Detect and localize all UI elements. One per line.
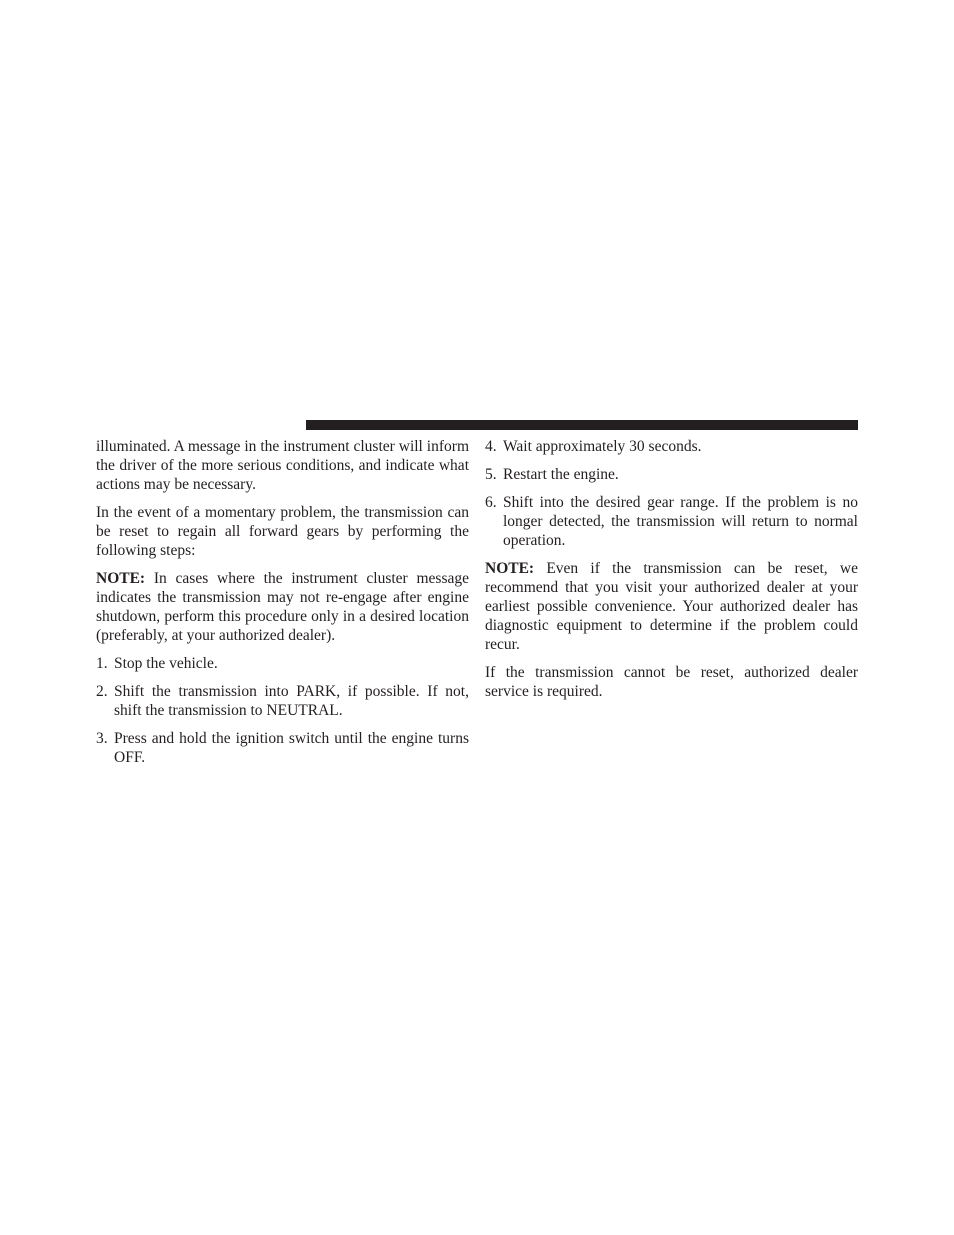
paragraph-service-required: If the transmission cannot be reset, authorized dealer service is required. [485, 664, 858, 700]
step-number: 4. [485, 438, 497, 455]
note-label: NOTE: [485, 560, 535, 577]
step-number: 3. [96, 730, 108, 747]
note-paragraph [485, 559, 858, 654]
list-item [485, 437, 858, 456]
note-label: NOTE: [96, 570, 146, 587]
step-text: Shift into the desired gear range. If the problem is no longer detected, the transmission will return to normal operation. [503, 494, 858, 549]
step-number: 1. [96, 655, 108, 672]
step-text: Wait approximately 30 seconds. [503, 438, 702, 455]
step-number: 2. [96, 683, 108, 700]
note-text: In cases where the instrument cluster message indicates the transmission may not re-engage after engine shutdown, perform this procedure only in a desired location (preferably, at your authorized dealer). [96, 570, 469, 644]
step-text: Shift the transmission into PARK, if possible. If not, shift the transmission to NEUTRAL. [114, 683, 469, 719]
step-text: Press and hold the ignition switch until the engine turns OFF. [114, 730, 469, 766]
steps-list-right [485, 437, 858, 550]
list-item [96, 682, 469, 720]
section-header-bar [306, 420, 858, 430]
note-text: Even if the transmission can be reset, we recommend that you visit your authorized dealer at your earliest possible convenience. Your authorized dealer has diagnostic equipment to determine if the problem could recur. [485, 560, 858, 653]
list-item [96, 654, 469, 673]
steps-list-left [96, 654, 469, 767]
right-column [485, 437, 858, 710]
list-item [485, 465, 858, 484]
list-item [96, 729, 469, 767]
step-text: Restart the engine. [503, 466, 619, 483]
paragraph-illuminated: illuminated. A message in the instrument cluster will inform the driver of the more serious conditions, and indicate what actions may be necessary. [96, 438, 469, 493]
paragraph-momentary-problem: In the event of a momentary problem, the transmission can be reset to regain all forward gears by performing the following steps: [96, 504, 469, 559]
step-number: 5. [485, 466, 497, 483]
step-text: Stop the vehicle. [114, 655, 218, 672]
note-paragraph [96, 569, 469, 645]
step-number: 6. [485, 494, 497, 511]
list-item [485, 493, 858, 550]
left-column [96, 437, 469, 776]
